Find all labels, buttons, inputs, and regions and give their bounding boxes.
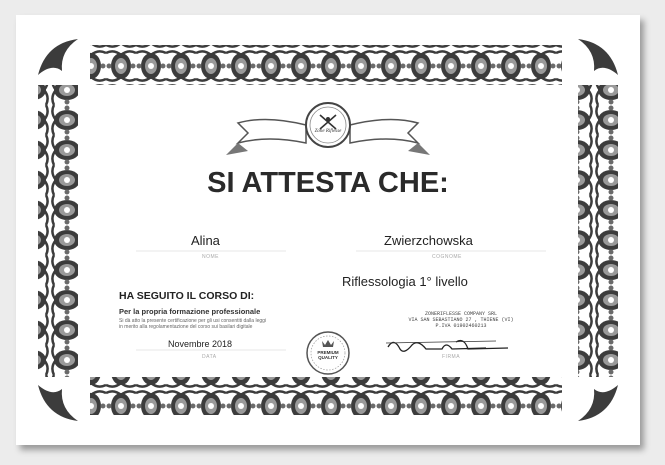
- certificate-heading: SI ATTESTA CHE:: [207, 167, 449, 199]
- first-name-label: NOME: [202, 254, 219, 260]
- date-label: DATA: [202, 354, 217, 360]
- border-right: [578, 85, 618, 377]
- last-name: Zwierzchowska: [384, 233, 473, 248]
- company-line-3: P.IVA 01902460213: [435, 323, 487, 329]
- seal-line-1: PREMIUM: [317, 350, 339, 355]
- last-name-label: COGNOME: [432, 254, 462, 260]
- border-top: [90, 45, 562, 85]
- course-note-1: Si dà atto la presente certificazione per gli usi consentiti dalla leggi: [119, 318, 267, 324]
- border-left: [38, 85, 78, 377]
- course-heading: HA SEGUITO IL CORSO DI:: [119, 290, 255, 302]
- ornamental-border: [16, 15, 640, 445]
- logo-medallion: [306, 103, 350, 147]
- certificate-sheet: [16, 15, 640, 445]
- course-note-2: in merito alla regolamentazione del corso sui basilari digitale: [119, 324, 253, 330]
- company-stamp: [401, 311, 521, 329]
- certificate-date: Novembre 2018: [168, 339, 233, 349]
- signature-label: FIRMA: [442, 354, 461, 360]
- seal-line-2: QUALITY: [318, 355, 338, 360]
- company-line-1: ZONERIFLESSE COMPANY SRL: [424, 311, 497, 317]
- company-line-2: VIA SAN SEBASTIANO 27 , THIENE (VI): [408, 317, 514, 323]
- seal-text: [312, 350, 344, 360]
- course-subheading: Per la propria formazione professionale: [119, 307, 261, 316]
- first-name: Alina: [191, 233, 220, 248]
- logo-text: Zone Riflesse: [314, 129, 342, 134]
- border-bottom: [90, 377, 562, 415]
- course-name: Riflessologia 1° livello: [342, 274, 468, 289]
